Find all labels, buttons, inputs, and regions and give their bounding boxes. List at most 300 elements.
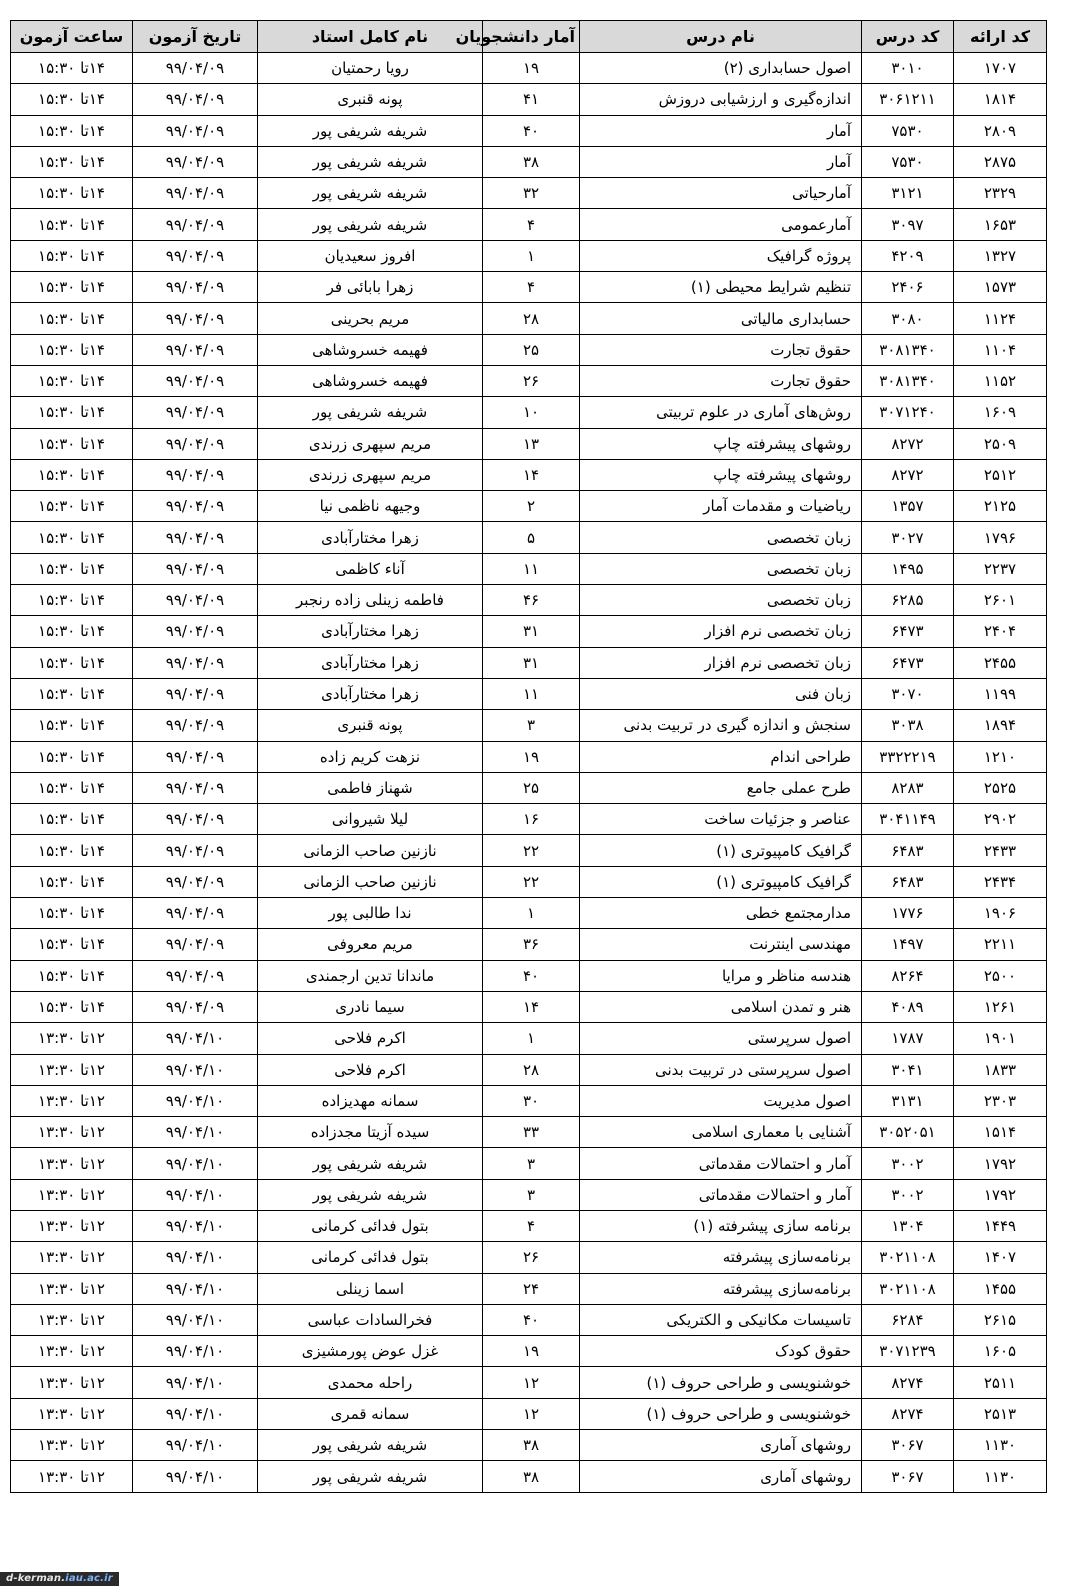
cell-course-code: ۳۰۶۷ bbox=[862, 1461, 954, 1492]
cell-instructor: افروز سعیدیان bbox=[258, 240, 483, 271]
cell-offer-code: ۱۹۰۱ bbox=[954, 1023, 1047, 1054]
cell-course-name: اصول سرپرستی bbox=[580, 1023, 862, 1054]
cell-course-name: آمارحیاتی bbox=[580, 178, 862, 209]
cell-offer-code: ۲۴۰۴ bbox=[954, 616, 1047, 647]
cell-exam-time: ۱۲تا ۱۳:۳۰ bbox=[11, 1398, 133, 1429]
cell-offer-code: ۲۴۳۴ bbox=[954, 866, 1047, 897]
cell-exam-date: ۹۹/۰۴/۰۹ bbox=[133, 772, 258, 803]
cell-offer-code: ۱۱۹۹ bbox=[954, 678, 1047, 709]
cell-offer-code: ۱۴۴۹ bbox=[954, 1210, 1047, 1241]
cell-student-count: ۱۴ bbox=[483, 459, 580, 490]
cell-course-code: ۳۰۶۱۲۱۱ bbox=[862, 84, 954, 115]
cell-student-count: ۱۱ bbox=[483, 678, 580, 709]
cell-course-code: ۶۲۸۵ bbox=[862, 585, 954, 616]
cell-instructor: راحله محمدی bbox=[258, 1367, 483, 1398]
cell-course-name: اصول مدیریت bbox=[580, 1085, 862, 1116]
cell-course-code: ۸۲۷۴ bbox=[862, 1367, 954, 1398]
cell-instructor: ندا طالبی پور bbox=[258, 898, 483, 929]
cell-student-count: ۳۰ bbox=[483, 1085, 580, 1116]
cell-exam-date: ۹۹/۰۴/۰۹ bbox=[133, 84, 258, 115]
cell-exam-time: ۱۲تا ۱۳:۳۰ bbox=[11, 1148, 133, 1179]
table-row bbox=[11, 303, 1047, 334]
cell-course-code: ۸۲۷۲ bbox=[862, 459, 954, 490]
cell-course-name: آمار bbox=[580, 146, 862, 177]
table-row bbox=[11, 866, 1047, 897]
cell-course-code: ۶۴۸۳ bbox=[862, 835, 954, 866]
cell-course-name: حسابداری مالیاتی bbox=[580, 303, 862, 334]
cell-course-name: زبان تخصصی bbox=[580, 553, 862, 584]
cell-offer-code: ۱۷۹۲ bbox=[954, 1179, 1047, 1210]
cell-instructor: فهیمه خسروشاهی bbox=[258, 365, 483, 396]
header-course-code: کد درس bbox=[862, 21, 954, 53]
table-row bbox=[11, 1210, 1047, 1241]
cell-student-count: ۳ bbox=[483, 1148, 580, 1179]
cell-exam-time: ۱۴تا ۱۵:۳۰ bbox=[11, 522, 133, 553]
table-row bbox=[11, 84, 1047, 115]
table-row bbox=[11, 1367, 1047, 1398]
cell-exam-date: ۹۹/۰۴/۰۹ bbox=[133, 397, 258, 428]
cell-course-name: خوشنویسی و طراحی حروف (۱) bbox=[580, 1367, 862, 1398]
cell-exam-time: ۱۴تا ۱۵:۳۰ bbox=[11, 491, 133, 522]
cell-exam-time: ۱۴تا ۱۵:۳۰ bbox=[11, 960, 133, 991]
table-row bbox=[11, 616, 1047, 647]
cell-course-name: برنامه‌سازی پیشرفته bbox=[580, 1242, 862, 1273]
cell-exam-date: ۹۹/۰۴/۰۹ bbox=[133, 835, 258, 866]
cell-offer-code: ۱۱۰۴ bbox=[954, 334, 1047, 365]
cell-student-count: ۳۸ bbox=[483, 1430, 580, 1461]
cell-exam-date: ۹۹/۰۴/۰۹ bbox=[133, 647, 258, 678]
cell-student-count: ۳۱ bbox=[483, 647, 580, 678]
table-row bbox=[11, 898, 1047, 929]
table-row bbox=[11, 960, 1047, 991]
cell-course-code: ۱۷۷۶ bbox=[862, 898, 954, 929]
cell-course-code: ۳۰۷۱۲۳۹ bbox=[862, 1336, 954, 1367]
cell-exam-date: ۹۹/۰۴/۱۰ bbox=[133, 1430, 258, 1461]
cell-exam-date: ۹۹/۰۴/۰۹ bbox=[133, 178, 258, 209]
cell-course-name: روشهای پیشرفته چاپ bbox=[580, 428, 862, 459]
cell-exam-time: ۱۲تا ۱۳:۳۰ bbox=[11, 1117, 133, 1148]
cell-course-code: ۳۰۲۱۱۰۸ bbox=[862, 1273, 954, 1304]
table-row bbox=[11, 741, 1047, 772]
cell-offer-code: ۲۹۰۲ bbox=[954, 804, 1047, 835]
cell-instructor: سمانه مهدیزاده bbox=[258, 1085, 483, 1116]
cell-offer-code: ۲۲۱۱ bbox=[954, 929, 1047, 960]
cell-instructor: اکرم فلاحی bbox=[258, 1023, 483, 1054]
cell-instructor: اکرم فلاحی bbox=[258, 1054, 483, 1085]
table-row bbox=[11, 53, 1047, 84]
cell-offer-code: ۲۵۱۲ bbox=[954, 459, 1047, 490]
cell-instructor: سیده آزیتا مجدزاده bbox=[258, 1117, 483, 1148]
cell-exam-time: ۱۴تا ۱۵:۳۰ bbox=[11, 616, 133, 647]
cell-offer-code: ۱۸۹۴ bbox=[954, 710, 1047, 741]
cell-exam-time: ۱۴تا ۱۵:۳۰ bbox=[11, 459, 133, 490]
cell-course-code: ۳۰۲۱۱۰۸ bbox=[862, 1242, 954, 1273]
cell-exam-date: ۹۹/۰۴/۰۹ bbox=[133, 303, 258, 334]
cell-course-code: ۳۰۸۰ bbox=[862, 303, 954, 334]
cell-course-name: زبان تخصصی bbox=[580, 585, 862, 616]
cell-exam-time: ۱۲تا ۱۳:۳۰ bbox=[11, 1054, 133, 1085]
cell-offer-code: ۱۸۱۴ bbox=[954, 84, 1047, 115]
cell-offer-code: ۲۴۵۵ bbox=[954, 647, 1047, 678]
cell-offer-code: ۲۵۱۱ bbox=[954, 1367, 1047, 1398]
cell-course-name: آشنایی با معماری اسلامی bbox=[580, 1117, 862, 1148]
cell-course-name: اصول سرپرستی در تربیت بدنی bbox=[580, 1054, 862, 1085]
cell-course-code: ۶۴۷۳ bbox=[862, 647, 954, 678]
cell-exam-date: ۹۹/۰۴/۰۹ bbox=[133, 491, 258, 522]
cell-student-count: ۴ bbox=[483, 272, 580, 303]
cell-exam-date: ۹۹/۰۴/۰۹ bbox=[133, 334, 258, 365]
cell-course-name: هنر و تمدن اسلامی bbox=[580, 991, 862, 1022]
cell-exam-date: ۹۹/۰۴/۱۰ bbox=[133, 1242, 258, 1273]
cell-offer-code: ۱۱۵۲ bbox=[954, 365, 1047, 396]
cell-course-code: ۸۲۷۲ bbox=[862, 428, 954, 459]
cell-instructor: پونه قنبری bbox=[258, 84, 483, 115]
cell-exam-time: ۱۴تا ۱۵:۳۰ bbox=[11, 835, 133, 866]
table-row bbox=[11, 209, 1047, 240]
cell-course-code: ۱۴۹۷ bbox=[862, 929, 954, 960]
cell-exam-date: ۹۹/۰۴/۰۹ bbox=[133, 804, 258, 835]
cell-course-name: زبان تخصصی نرم افزار bbox=[580, 647, 862, 678]
cell-offer-code: ۲۲۳۷ bbox=[954, 553, 1047, 584]
cell-course-code: ۳۰۷۱۲۴۰ bbox=[862, 397, 954, 428]
cell-course-name: برنامه‌سازی پیشرفته bbox=[580, 1273, 862, 1304]
table-row bbox=[11, 1398, 1047, 1429]
cell-course-code: ۸۲۸۳ bbox=[862, 772, 954, 803]
cell-instructor: بتول فدائی کرمانی bbox=[258, 1210, 483, 1241]
cell-course-code: ۳۱۳۱ bbox=[862, 1085, 954, 1116]
table-row bbox=[11, 272, 1047, 303]
cell-course-code: ۳۰۱۰ bbox=[862, 53, 954, 84]
cell-course-name: سنجش و اندازه گیری در تربیت بدنی bbox=[580, 710, 862, 741]
cell-course-name: هندسه مناظر و مرایا bbox=[580, 960, 862, 991]
cell-student-count: ۵ bbox=[483, 522, 580, 553]
cell-exam-time: ۱۴تا ۱۵:۳۰ bbox=[11, 146, 133, 177]
table-row bbox=[11, 240, 1047, 271]
table-row bbox=[11, 835, 1047, 866]
cell-student-count: ۳۶ bbox=[483, 929, 580, 960]
cell-course-name: مدارمجتمع خطی bbox=[580, 898, 862, 929]
table-row bbox=[11, 146, 1047, 177]
cell-course-name: اصول حسابداری (۲) bbox=[580, 53, 862, 84]
cell-offer-code: ۲۸۰۹ bbox=[954, 115, 1047, 146]
cell-course-name: طراحی اندام bbox=[580, 741, 862, 772]
cell-student-count: ۴۰ bbox=[483, 960, 580, 991]
cell-exam-date: ۹۹/۰۴/۰۹ bbox=[133, 146, 258, 177]
cell-course-name: خوشنویسی و طراحی حروف (۱) bbox=[580, 1398, 862, 1429]
cell-exam-date: ۹۹/۰۴/۱۰ bbox=[133, 1273, 258, 1304]
cell-student-count: ۱۲ bbox=[483, 1398, 580, 1429]
cell-exam-time: ۱۴تا ۱۵:۳۰ bbox=[11, 272, 133, 303]
cell-student-count: ۲۶ bbox=[483, 1242, 580, 1273]
table-row bbox=[11, 804, 1047, 835]
cell-exam-time: ۱۲تا ۱۳:۳۰ bbox=[11, 1179, 133, 1210]
cell-instructor: سیما نادری bbox=[258, 991, 483, 1022]
cell-student-count: ۱۹ bbox=[483, 53, 580, 84]
cell-offer-code: ۲۴۳۳ bbox=[954, 835, 1047, 866]
cell-exam-date: ۹۹/۰۴/۱۰ bbox=[133, 1148, 258, 1179]
cell-offer-code: ۱۶۰۹ bbox=[954, 397, 1047, 428]
cell-student-count: ۳۸ bbox=[483, 146, 580, 177]
cell-exam-date: ۹۹/۰۴/۱۰ bbox=[133, 1210, 258, 1241]
table-row bbox=[11, 459, 1047, 490]
cell-exam-time: ۱۲تا ۱۳:۳۰ bbox=[11, 1023, 133, 1054]
cell-course-name: آمار و احتمالات مقدماتی bbox=[580, 1148, 862, 1179]
cell-student-count: ۱۰ bbox=[483, 397, 580, 428]
table-row bbox=[11, 553, 1047, 584]
cell-student-count: ۴۰ bbox=[483, 1304, 580, 1335]
cell-offer-code: ۱۴۵۵ bbox=[954, 1273, 1047, 1304]
exam-schedule-sheet bbox=[10, 20, 1046, 1493]
cell-instructor: سمانه قمری bbox=[258, 1398, 483, 1429]
cell-course-code: ۴۲۰۹ bbox=[862, 240, 954, 271]
cell-offer-code: ۱۱۲۴ bbox=[954, 303, 1047, 334]
cell-course-code: ۳۰۰۲ bbox=[862, 1179, 954, 1210]
table-row bbox=[11, 1336, 1047, 1367]
cell-instructor: شریفه شریفی پور bbox=[258, 115, 483, 146]
cell-exam-date: ۹۹/۰۴/۰۹ bbox=[133, 553, 258, 584]
table-row bbox=[11, 115, 1047, 146]
cell-course-code: ۳۳۲۲۲۱۹ bbox=[862, 741, 954, 772]
cell-student-count: ۴۱ bbox=[483, 84, 580, 115]
cell-offer-code: ۲۳۰۳ bbox=[954, 1085, 1047, 1116]
cell-course-name: برنامه سازی پیشرفته (۱) bbox=[580, 1210, 862, 1241]
cell-instructor: فاطمه زینلی زاده رنجبر bbox=[258, 585, 483, 616]
cell-exam-time: ۱۲تا ۱۳:۳۰ bbox=[11, 1336, 133, 1367]
cell-instructor: غزل عوض پورمشیزی bbox=[258, 1336, 483, 1367]
cell-student-count: ۴ bbox=[483, 1210, 580, 1241]
cell-student-count: ۱۳ bbox=[483, 428, 580, 459]
header-instructor: نام کامل استاد bbox=[258, 21, 483, 53]
cell-instructor: شریفه شریفی پور bbox=[258, 1148, 483, 1179]
cell-exam-time: ۱۲تا ۱۳:۳۰ bbox=[11, 1430, 133, 1461]
cell-exam-date: ۹۹/۰۴/۰۹ bbox=[133, 866, 258, 897]
cell-course-name: ریاضیات و مقدمات آمار bbox=[580, 491, 862, 522]
cell-student-count: ۲۲ bbox=[483, 835, 580, 866]
cell-course-code: ۱۷۸۷ bbox=[862, 1023, 954, 1054]
cell-student-count: ۱۹ bbox=[483, 1336, 580, 1367]
cell-offer-code: ۲۵۱۳ bbox=[954, 1398, 1047, 1429]
cell-instructor: پونه قنبری bbox=[258, 710, 483, 741]
cell-offer-code: ۱۲۶۱ bbox=[954, 991, 1047, 1022]
cell-student-count: ۳۱ bbox=[483, 616, 580, 647]
cell-course-code: ۸۲۶۴ bbox=[862, 960, 954, 991]
cell-exam-time: ۱۴تا ۱۵:۳۰ bbox=[11, 178, 133, 209]
cell-instructor: مریم سپهری زرندی bbox=[258, 428, 483, 459]
table-row bbox=[11, 1461, 1047, 1492]
cell-course-name: تنظیم شرایط محیطی (۱) bbox=[580, 272, 862, 303]
cell-exam-time: ۱۲تا ۱۳:۳۰ bbox=[11, 1367, 133, 1398]
site-watermark bbox=[0, 1572, 119, 1586]
cell-exam-date: ۹۹/۰۴/۰۹ bbox=[133, 365, 258, 396]
cell-instructor: فخرالسادات عباسی bbox=[258, 1304, 483, 1335]
cell-exam-date: ۹۹/۰۴/۰۹ bbox=[133, 585, 258, 616]
cell-student-count: ۲۵ bbox=[483, 334, 580, 365]
cell-course-name: گرافیک کامپیوتری (۱) bbox=[580, 866, 862, 897]
cell-course-name: زبان فنی bbox=[580, 678, 862, 709]
cell-exam-time: ۱۲تا ۱۳:۳۰ bbox=[11, 1242, 133, 1273]
cell-course-name: حقوق کودک bbox=[580, 1336, 862, 1367]
cell-exam-date: ۹۹/۰۴/۱۰ bbox=[133, 1179, 258, 1210]
table-row bbox=[11, 491, 1047, 522]
cell-exam-date: ۹۹/۰۴/۰۹ bbox=[133, 741, 258, 772]
cell-course-code: ۶۴۷۳ bbox=[862, 616, 954, 647]
table-row bbox=[11, 1023, 1047, 1054]
cell-exam-date: ۹۹/۰۴/۰۹ bbox=[133, 991, 258, 1022]
cell-course-code: ۶۲۸۴ bbox=[862, 1304, 954, 1335]
cell-course-code: ۷۵۳۰ bbox=[862, 146, 954, 177]
cell-student-count: ۱ bbox=[483, 1023, 580, 1054]
table-row bbox=[11, 1304, 1047, 1335]
cell-instructor: نازنین صاحب الزمانی bbox=[258, 835, 483, 866]
cell-exam-time: ۱۴تا ۱۵:۳۰ bbox=[11, 678, 133, 709]
cell-student-count: ۱ bbox=[483, 898, 580, 929]
cell-exam-date: ۹۹/۰۴/۰۹ bbox=[133, 898, 258, 929]
table-row bbox=[11, 1430, 1047, 1461]
cell-student-count: ۲۸ bbox=[483, 303, 580, 334]
cell-instructor: زهرا مختارآبادی bbox=[258, 647, 483, 678]
cell-student-count: ۲۸ bbox=[483, 1054, 580, 1085]
cell-course-code: ۳۰۰۲ bbox=[862, 1148, 954, 1179]
cell-exam-date: ۹۹/۰۴/۰۹ bbox=[133, 53, 258, 84]
cell-instructor: شریفه شریفی پور bbox=[258, 1430, 483, 1461]
cell-instructor: شهناز فاطمی bbox=[258, 772, 483, 803]
cell-exam-date: ۹۹/۰۴/۰۹ bbox=[133, 678, 258, 709]
table-header-row bbox=[11, 21, 1047, 53]
cell-offer-code: ۱۱۳۰ bbox=[954, 1461, 1047, 1492]
cell-exam-time: ۱۴تا ۱۵:۳۰ bbox=[11, 240, 133, 271]
cell-course-code: ۲۴۰۶ bbox=[862, 272, 954, 303]
watermark-domain-accent: iau.ac.ir bbox=[65, 1573, 113, 1584]
cell-course-name: آمار و احتمالات مقدماتی bbox=[580, 1179, 862, 1210]
cell-course-name: زبان تخصصی bbox=[580, 522, 862, 553]
cell-exam-time: ۱۴تا ۱۵:۳۰ bbox=[11, 929, 133, 960]
cell-course-name: مهندسی اینترنت bbox=[580, 929, 862, 960]
cell-exam-time: ۱۴تا ۱۵:۳۰ bbox=[11, 303, 133, 334]
cell-exam-time: ۱۴تا ۱۵:۳۰ bbox=[11, 428, 133, 459]
cell-course-code: ۴۰۸۹ bbox=[862, 991, 954, 1022]
cell-exam-date: ۹۹/۰۴/۰۹ bbox=[133, 710, 258, 741]
cell-instructor: شریفه شریفی پور bbox=[258, 209, 483, 240]
table-row bbox=[11, 178, 1047, 209]
cell-course-name: تاسیسات مکانیکی و الکتریکی bbox=[580, 1304, 862, 1335]
cell-exam-time: ۱۴تا ۱۵:۳۰ bbox=[11, 84, 133, 115]
cell-instructor: زهرا بابائی فر bbox=[258, 272, 483, 303]
cell-exam-date: ۹۹/۰۴/۰۹ bbox=[133, 522, 258, 553]
cell-course-name: روشهای آماری bbox=[580, 1461, 862, 1492]
header-course-name: نام درس bbox=[580, 21, 862, 53]
cell-student-count: ۱۶ bbox=[483, 804, 580, 835]
cell-course-name: طرح عملی جامع bbox=[580, 772, 862, 803]
cell-exam-date: ۹۹/۰۴/۱۰ bbox=[133, 1336, 258, 1367]
cell-offer-code: ۱۳۲۷ bbox=[954, 240, 1047, 271]
cell-exam-time: ۱۴تا ۱۵:۳۰ bbox=[11, 553, 133, 584]
cell-exam-time: ۱۴تا ۱۵:۳۰ bbox=[11, 710, 133, 741]
cell-offer-code: ۱۵۱۴ bbox=[954, 1117, 1047, 1148]
cell-course-name: روشهای پیشرفته چاپ bbox=[580, 459, 862, 490]
cell-course-code: ۳۰۸۱۳۴۰ bbox=[862, 365, 954, 396]
cell-exam-time: ۱۴تا ۱۵:۳۰ bbox=[11, 53, 133, 84]
cell-exam-time: ۱۲تا ۱۳:۳۰ bbox=[11, 1085, 133, 1116]
header-offer-code: کد ارائه bbox=[954, 21, 1047, 53]
cell-student-count: ۲ bbox=[483, 491, 580, 522]
cell-student-count: ۴۰ bbox=[483, 115, 580, 146]
cell-course-name: پروژه گرافیک bbox=[580, 240, 862, 271]
cell-course-code: ۳۰۸۱۳۴۰ bbox=[862, 334, 954, 365]
cell-offer-code: ۱۹۰۶ bbox=[954, 898, 1047, 929]
cell-exam-date: ۹۹/۰۴/۰۹ bbox=[133, 272, 258, 303]
cell-exam-time: ۱۲تا ۱۳:۳۰ bbox=[11, 1273, 133, 1304]
cell-course-name: زبان تخصصی نرم افزار bbox=[580, 616, 862, 647]
cell-course-code: ۳۰۶۷ bbox=[862, 1430, 954, 1461]
cell-offer-code: ۱۶۰۵ bbox=[954, 1336, 1047, 1367]
cell-student-count: ۲۴ bbox=[483, 1273, 580, 1304]
cell-instructor: نازنین صاحب الزمانی bbox=[258, 866, 483, 897]
cell-instructor: نزهت کریم زاده bbox=[258, 741, 483, 772]
cell-course-name: روش‌های آماری در علوم تربیتی bbox=[580, 397, 862, 428]
cell-course-code: ۸۲۷۴ bbox=[862, 1398, 954, 1429]
cell-instructor: اسما زینلی bbox=[258, 1273, 483, 1304]
cell-exam-date: ۹۹/۰۴/۱۰ bbox=[133, 1117, 258, 1148]
cell-course-name: حقوق تجارت bbox=[580, 334, 862, 365]
cell-offer-code: ۲۵۰۹ bbox=[954, 428, 1047, 459]
cell-exam-date: ۹۹/۰۴/۰۹ bbox=[133, 240, 258, 271]
cell-exam-date: ۹۹/۰۴/۱۰ bbox=[133, 1398, 258, 1429]
table-row bbox=[11, 1273, 1047, 1304]
table-row bbox=[11, 365, 1047, 396]
table-row bbox=[11, 1148, 1047, 1179]
cell-exam-time: ۱۴تا ۱۵:۳۰ bbox=[11, 209, 133, 240]
table-row bbox=[11, 428, 1047, 459]
cell-student-count: ۱۹ bbox=[483, 741, 580, 772]
cell-instructor: شریفه شریفی پور bbox=[258, 1179, 483, 1210]
cell-offer-code: ۲۵۰۰ bbox=[954, 960, 1047, 991]
cell-offer-code: ۲۶۱۵ bbox=[954, 1304, 1047, 1335]
cell-course-code: ۳۰۴۱ bbox=[862, 1054, 954, 1085]
cell-offer-code: ۲۳۲۹ bbox=[954, 178, 1047, 209]
cell-exam-date: ۹۹/۰۴/۰۹ bbox=[133, 209, 258, 240]
cell-instructor: زهرا مختارآبادی bbox=[258, 678, 483, 709]
cell-course-name: آمارعمومی bbox=[580, 209, 862, 240]
header-exam-time: ساعت آزمون bbox=[11, 21, 133, 53]
cell-offer-code: ۱۴۰۷ bbox=[954, 1242, 1047, 1273]
table-row bbox=[11, 647, 1047, 678]
cell-exam-time: ۱۲تا ۱۳:۳۰ bbox=[11, 1461, 133, 1492]
cell-student-count: ۴ bbox=[483, 209, 580, 240]
cell-instructor: شریفه شریفی پور bbox=[258, 397, 483, 428]
cell-offer-code: ۱۲۱۰ bbox=[954, 741, 1047, 772]
cell-instructor: لیلا شیروانی bbox=[258, 804, 483, 835]
cell-student-count: ۱۲ bbox=[483, 1367, 580, 1398]
cell-exam-time: ۱۴تا ۱۵:۳۰ bbox=[11, 585, 133, 616]
cell-exam-time: ۱۴تا ۱۵:۳۰ bbox=[11, 804, 133, 835]
cell-course-code: ۳۰۷۰ bbox=[862, 678, 954, 709]
cell-exam-time: ۱۴تا ۱۵:۳۰ bbox=[11, 866, 133, 897]
header-student-count: آمار دانشجویان bbox=[483, 21, 580, 53]
cell-instructor: ماندانا تدین ارجمندی bbox=[258, 960, 483, 991]
cell-offer-code: ۲۸۷۵ bbox=[954, 146, 1047, 177]
cell-offer-code: ۲۱۲۵ bbox=[954, 491, 1047, 522]
cell-exam-time: ۱۴تا ۱۵:۳۰ bbox=[11, 115, 133, 146]
cell-course-name: گرافیک کامپیوتری (۱) bbox=[580, 835, 862, 866]
cell-instructor: زهرا مختارآبادی bbox=[258, 522, 483, 553]
cell-exam-date: ۹۹/۰۴/۰۹ bbox=[133, 616, 258, 647]
table-body bbox=[11, 53, 1047, 1493]
table-row bbox=[11, 929, 1047, 960]
cell-course-code: ۱۴۹۵ bbox=[862, 553, 954, 584]
table-row bbox=[11, 678, 1047, 709]
cell-exam-date: ۹۹/۰۴/۱۰ bbox=[133, 1367, 258, 1398]
cell-exam-date: ۹۹/۰۴/۰۹ bbox=[133, 115, 258, 146]
